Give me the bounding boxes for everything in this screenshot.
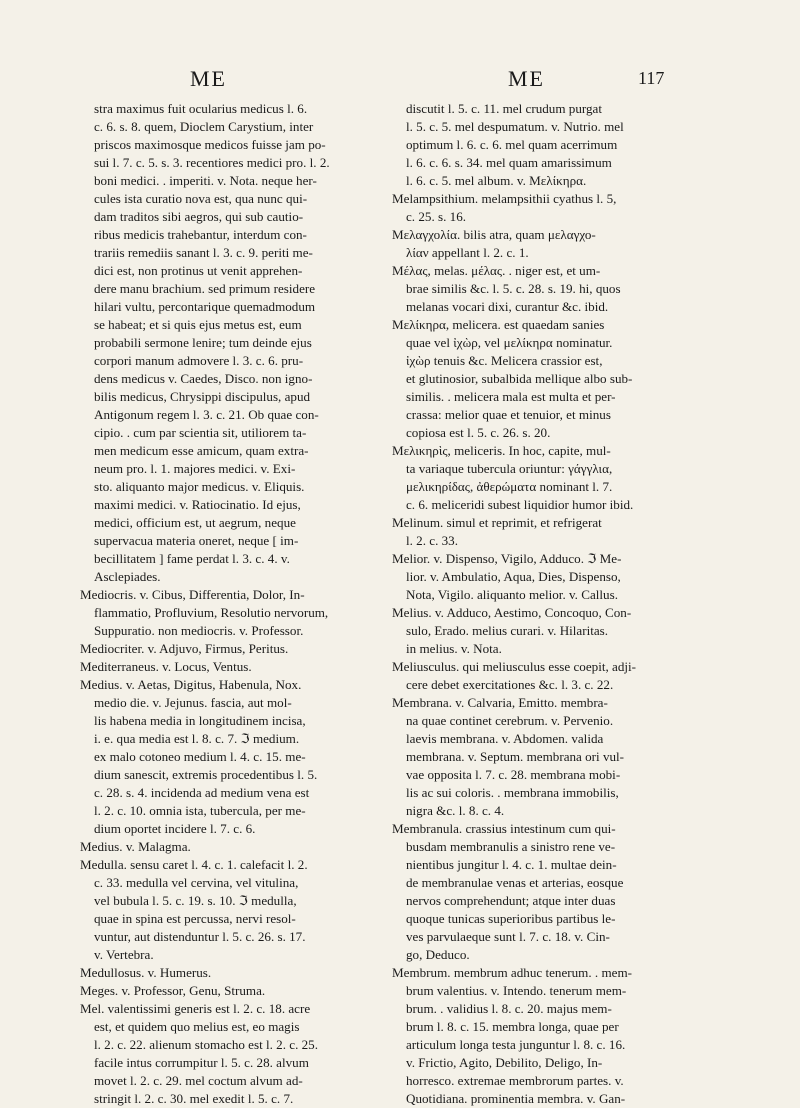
text-line: Melius. v. Adduco, Aestimo, Concoquo, Con- xyxy=(392,605,632,620)
text-line: dium sanescit, extremis procedentibus l. 5. xyxy=(94,767,318,782)
text-line: lior. v. Ambulatio, Aqua, Dies, Dispenso, xyxy=(406,569,621,584)
text-line: Μελίκηρα, melicera. est quaedam sanies xyxy=(392,317,605,332)
text-line: c. 33. medulla vel cervina, vel vitulina, xyxy=(94,875,299,890)
text-line: medio die. v. Jejunus. fascia, aut mol- xyxy=(94,695,292,710)
text-line: dium oportet incidere l. 7. c. 6. xyxy=(94,821,256,836)
text-line: nientibus jungitur l. 4. c. 1. multae dein- xyxy=(406,857,617,872)
text-line: cere debet exercitationes &c. l. 3. c. 22. xyxy=(406,677,614,692)
text-line: brum l. 8. c. 15. membra longa, quae per xyxy=(406,1019,619,1034)
text-line: l. 6. c. 5. mel album. v. Μελίκηρα. xyxy=(406,173,587,188)
text-line: sui l. 7. c. 5. s. 3. recentiores medici pro. l. 2. xyxy=(94,155,330,170)
text-line: crassa: melior quae et tenuior, et minus xyxy=(406,407,611,422)
text-line: neum pro. l. 1. majores medici. v. Exi- xyxy=(94,461,296,476)
text-line: dens medicus v. Caedes, Disco. non igno- xyxy=(94,371,313,386)
text-line: Melinum. simul et reprimit, et refrigerat xyxy=(392,515,602,530)
text-line: sulo, Erado. melius curari. v. Hilaritas. xyxy=(406,623,609,638)
text-line: vel bubula l. 5. c. 19. s. 10. ℑ medulla, xyxy=(94,893,297,908)
text-line: brum valentius. v. Intendo. tenerum mem- xyxy=(406,983,627,998)
text-line: Nota, Vigilo. aliquanto melior. v. Callus. xyxy=(406,587,618,602)
text-line: ex malo cotoneo medium l. 4. c. 15. me- xyxy=(94,749,306,764)
text-line: Mediocriter. v. Adjuvo, Firmus, Peritus. xyxy=(80,641,289,656)
text-line: i. e. qua media est l. 8. c. 7. ℑ medium. xyxy=(94,731,300,746)
text-line: optimum l. 6. c. 6. mel quam acerrimum xyxy=(406,137,618,152)
text-line: busdam membranulis a sinistro rene ve- xyxy=(406,839,616,854)
text-line: Mel. valentissimi generis est l. 2. c. 18. acre xyxy=(80,1001,311,1016)
text-line: Mediocris. v. Cibus, Differentia, Dolor, In- xyxy=(80,587,305,602)
text-line: quae vel ἰχὼρ, vel μελίκηρα nominatur. xyxy=(406,335,613,350)
text-line: quoque tunicas superioribus partibus le- xyxy=(406,911,616,926)
text-line: quae in spina est percussa, nervi resol- xyxy=(94,911,296,926)
text-line: Meliusculus. qui meliusculus esse coepit, adji- xyxy=(392,659,637,674)
text-line: bilis medicus, Chrysippi discipulus, apud xyxy=(94,389,311,404)
text-line: brae similis &c. l. 5. c. 28. s. 19. hi, quos xyxy=(406,281,621,296)
text-line: vae opposita l. 7. c. 28. membrana mobi- xyxy=(406,767,621,782)
right-text-column xyxy=(392,100,684,1108)
text-line: na quae continet cerebrum. v. Pervenio. xyxy=(406,713,614,728)
text-line: Medius. v. Aetas, Digitus, Habenula, Nox. xyxy=(80,677,302,692)
text-line: lis ac sui coloris. . membrana immobilis, xyxy=(406,785,619,800)
text-line: priscos maximosque medicos fuisse jam po- xyxy=(94,137,326,152)
text-line: l. 2. c. 22. alienum stomacho est l. 2. c. 25. xyxy=(94,1037,319,1052)
text-line: l. 2. c. 10. omnia ista, tubercula, per me- xyxy=(94,803,306,818)
text-line: melanas vocari dixi, curantur &c. ibid. xyxy=(406,299,609,314)
text-line: discutit l. 5. c. 11. mel crudum purgat xyxy=(406,101,603,116)
text-line: Meges. v. Professor, Genu, Struma. xyxy=(80,983,266,998)
text-line: Μελικηρὶς, meliceris. In hoc, capite, mul- xyxy=(392,443,611,458)
text-line: articulum longa testa junguntur l. 8. c. 16. xyxy=(406,1037,626,1052)
text-line: c. 28. s. 4. incidenda ad medium vena est xyxy=(94,785,310,800)
text-line: Quotidiana. prominentia membra. v. Gan- xyxy=(406,1091,626,1106)
text-line: de membranulae venas et arterias, eosque xyxy=(406,875,624,890)
text-line: c. 6. s. 8. quem, Dioclem Carystium, inter xyxy=(94,119,314,134)
text-line: copiosa est l. 5. c. 26. s. 20. xyxy=(406,425,551,440)
text-line: l. 6. c. 6. s. 34. mel quam amarissimum xyxy=(406,155,612,170)
text-line: Membrum. membrum adhuc tenerum. . mem- xyxy=(392,965,632,980)
text-line: Antigonum regem l. 3. c. 21. Ob quae con- xyxy=(94,407,319,422)
left-running-head: ME xyxy=(190,66,227,91)
text-line: flammatio, Profluvium, Resolutio nervorum, xyxy=(94,605,329,620)
text-line: corpori manum admovere l. 3. c. 6. pru- xyxy=(94,353,304,368)
text-line: hilari vultu, percontarique quemadmodum xyxy=(94,299,316,314)
text-line: laevis membrana. v. Abdomen. valida xyxy=(406,731,604,746)
text-line: ta variaque tubercula oriuntur: γάγγλια, xyxy=(406,461,613,476)
text-line: λίαν appellant l. 2. c. 1. xyxy=(406,245,529,260)
text-line: in melius. v. Nota. xyxy=(406,641,502,656)
text-line: probabili sermone lenire; tum deinde ejus xyxy=(94,335,312,350)
text-line: Medius. v. Malagma. xyxy=(80,839,191,854)
text-line: lis habena media in longitudinem incisa, xyxy=(94,713,306,728)
text-line: Mediterraneus. v. Locus, Ventus. xyxy=(80,659,252,674)
text-line: c. 25. s. 16. xyxy=(406,209,467,224)
text-line: est, et quidem quo melius est, eo magis xyxy=(94,1019,300,1034)
text-line: boni medici. . imperiti. v. Nota. neque her- xyxy=(94,173,317,188)
text-line: l. 5. c. 5. mel despumatum. v. Nutrio. mel xyxy=(406,119,624,134)
text-line: movet l. 2. c. 29. mel coctum alvum ad- xyxy=(94,1073,303,1088)
text-line: horresco. extremae membrorum partes. v. xyxy=(406,1073,624,1088)
text-line: nervos comprehendunt; atque inter duas xyxy=(406,893,616,908)
text-line: Membrana. v. Calvaria, Emitto. membra- xyxy=(392,695,608,710)
text-line: et glutinosior, subalbida mellique albo sub- xyxy=(406,371,633,386)
text-line: dici est, non protinus ut venit apprehen- xyxy=(94,263,303,278)
text-line: stringit l. 2. c. 30. mel exedit l. 5. c. 7. xyxy=(94,1091,294,1106)
text-line: c. 6. meliceridi subest liquidior humor ibid. xyxy=(406,497,634,512)
page-header xyxy=(0,66,800,96)
text-line: l. 2. c. 33. xyxy=(406,533,459,548)
text-line: se habeat; et si quis ejus metus est, eum xyxy=(94,317,302,332)
text-line: Melior. v. Dispenso, Vigilo, Adduco. ℑ Me- xyxy=(392,551,622,566)
text-line: Suppuratio. non mediocris. v. Professor. xyxy=(94,623,304,638)
text-line: maximi medici. v. Ratiocinatio. Id ejus, xyxy=(94,497,301,512)
text-line: medici, officium est, ut aegrum, neque xyxy=(94,515,296,530)
text-line: Medullosus. v. Humerus. xyxy=(80,965,212,980)
text-line: Membranula. crassius intestinum cum qui- xyxy=(392,821,616,836)
text-line: stra maximus fuit ocularius medicus l. 6. xyxy=(94,101,308,116)
text-line: membrana. v. Septum. membrana ori vul- xyxy=(406,749,625,764)
text-line: Μέλας, melas. μέλας. . niger est, et um- xyxy=(392,263,601,278)
text-line: sto. aliquanto major medicus. v. Eliquis. xyxy=(94,479,305,494)
text-line: dere manu brachium. sed primum residere xyxy=(94,281,316,296)
text-line: Asclepiades. xyxy=(94,569,161,584)
text-line: supervacua materia oneret, neque [ im- xyxy=(94,533,299,548)
text-line: similis. . melicera mala est multa et per- xyxy=(406,389,616,404)
text-line: μελικηρίδας, ἀθερώματα nominant l. 7. xyxy=(406,479,613,494)
text-line: ves parvulaeque sunt l. 7. c. 18. v. Cin- xyxy=(406,929,610,944)
text-line: cules ista curatio nova est, qua nunc qui- xyxy=(94,191,308,206)
text-line: vuntur, aut distenduntur l. 5. c. 26. s. 17. xyxy=(94,929,306,944)
text-line: facile intus corrumpitur l. 5. c. 28. alvum xyxy=(94,1055,309,1070)
page-number: 117 xyxy=(638,68,665,88)
text-line: go, Deduco. xyxy=(406,947,470,962)
text-line: dam traditos sibi aegros, qui sub cautio- xyxy=(94,209,304,224)
text-line: v. Frictio, Agito, Debilito, Deligo, In- xyxy=(406,1055,603,1070)
right-running-head: ME xyxy=(508,66,545,91)
text-line: cipio. . cum par scientia sit, utiliorem ta- xyxy=(94,425,307,440)
text-line: ἰχὼρ tenuis &c. Melicera crassior est, xyxy=(406,353,603,368)
text-line: Medulla. sensu caret l. 4. c. 1. calefacit l. 2. xyxy=(80,857,308,872)
text-line: Μελαγχολία. bilis atra, quam μελαγχο- xyxy=(392,227,596,242)
text-line: nigra &c. l. 8. c. 4. xyxy=(406,803,505,818)
text-line: ribus medicis trahebantur, interdum con- xyxy=(94,227,307,242)
text-line: trariis remediis sanant l. 3. c. 9. periti me- xyxy=(94,245,313,260)
text-line: men medicum esse amicum, quam extra- xyxy=(94,443,309,458)
text-line: v. Vertebra. xyxy=(94,947,154,962)
left-text-column xyxy=(80,100,376,1108)
text-line: brum. . validius l. 8. c. 20. majus mem- xyxy=(406,1001,612,1016)
text-line: becillitatem ] fame perdat l. 3. c. 4. v. xyxy=(94,551,290,566)
text-line: Melampsithium. melampsithii cyathus l. 5, xyxy=(392,191,617,206)
